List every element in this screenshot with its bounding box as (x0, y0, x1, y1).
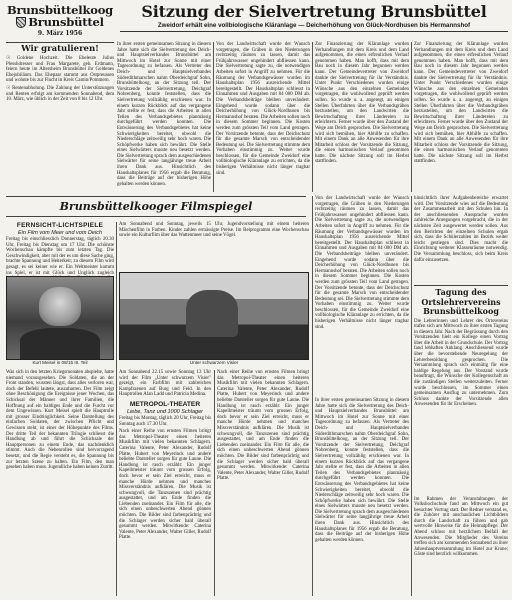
cinema-subcol-1 (119, 370, 211, 596)
main-subhead: Zweidorf erhält eine vollbiologische Kläranlage — Deicherhöhung von Glück-Nordhusen bis Hermannshof (120, 22, 508, 32)
cinema-title: Brunsbüttelkooger Filmspiegel (59, 200, 253, 213)
metropol-body-2: Nach einer Reihe von ernsten Filmen bringt das Metropol-Theater einen heiteren Musikfilm mit vielen bekannten Schlagern. Caterina Valente, Peter Alexander, Rudolf Platte, Hubert von Meyerinck und andere beliebte Darsteller sorgen für gute Laune. Die Handlung ist rasch erzählt: Ein junger Kapellmeister träumt vom grossen Erfolg, doch bevor er sein Ziel erreicht, muss er manche Hürde nehmen und manches Missverständnis aufklären. Die Musik ist schwungvoll, die Tanzszenen sind prächtig ausgestattet, und am Ende finden die Liebenden zueinander. Ein Film für alle, die sich einen unbeschwerten Abend gönnen möchten. Die Bilder sind farbenprächtig und die Schlager werden sicher bald überall gesummt werden. Mitwirkende: Caterina Valente, Peter Alexander, Walter Giller, Rudolf Platte. (217, 370, 310, 482)
film-scene-caption: Unter schwarzem Visier (189, 360, 239, 365)
cinema-review-text: Was sich in den letzten Kriegsmonaten abspielte, hatte niemand vorausgesehen. Die Soldaten, die an der Front standen, wussten längst, dass alles verloren war, doch der Befehl lautete, auszuharren. Der Film zeigt ohne Beschönigung die Ereignisse jener Wochen, das Schicksal der Männer und ihrer Familien, die Hoffnung auf ein baldiges Ende und die Furcht vor dem Ungewissen. Kurt Meisel spielt die Hauptrolle mit grosser Eindringlichkeit. Seine Darstellung des einfachen Soldaten, der zwischen Pflicht und Gewissen steht, ist einer der Höhepunkte des Films. Der dritte Teil der bekannten Trilogie schliesst die Handlung ab und führt die Schicksale der Hauptpersonen zu einem Ende, das nachdenklich stimmt. Auch die Nebenrollen sind hervorragend besetzt, und die Regie versteht es, die Spannung bis zur letzten Szene zu halten. Ein Film, den man gesehen haben muss. Jugendliche haben keinen Zutritt. (6, 370, 114, 471)
column-divider (214, 370, 215, 596)
scene-photo-block (119, 272, 309, 368)
cinema-lead (6, 222, 114, 274)
article-column-2 (216, 42, 310, 192)
metropol-title: METROPOL-THEATER (129, 400, 201, 408)
greetings-paragraph-2: ☉ Rentenabholung. Die Zahlung der Unterstützungen und Renten erfolgt am kommenden Sonnabend, dem 10. März, wie üblich in der Zeit von 8 bis 12 Uhr. (6, 85, 114, 103)
teachers-intro-text: hinsichtlich ihrer Aufgabenbereiche erwartet wird. Der Vorsitzende wies auf die Bedeutung der Zusammenarbeit mit den Schulen hin. In der anschliessenden Aussprache wurden zahlreiche Anregungen vorgebracht, die in der nächsten Zeit ausgewertet werden sollen. Aus den Berichten der einzelnen Schulen ergab sich, dass die Schülerzahlen im Bezirk weiter leicht gestiegen sind. Dies macht die Einrichtung weiterer Klassenräume notwendig. Die Versammlung beschloss, sich beim Kreis dafür einzusetzen. (414, 196, 508, 263)
metropol-body-1: Nach einer Reihe von ernsten Filmen bringt das Metropol-Theater einen heiteren Musikfilm mit vielen bekannten Schlagern. Caterina Valente, Peter Alexander, Rudolf Platte, Hubert von Meyerinck und andere beliebte Darsteller sorgen für gute Laune. Die Handlung ist rasch erzählt: Ein junger Kapellmeister träumt vom grossen Erfolg, doch bevor er sein Ziel erreicht, muss er manche Hürde nehmen und manches Missverständnis aufklären. Die Musik ist schwungvoll, die Tanzszenen sind prächtig ausgestattet, und am Ende finden die Liebenden zueinander. Ein Film für alle, die sich einen unbeschwerten Abend gönnen möchten. Die Bilder sind farbenprächtig und die Schlager werden sicher bald überall gesummt werden. Mitwirkende: Caterina Valente, Peter Alexander, Walter Giller, Rudolf Platte. (119, 429, 212, 541)
divider (6, 216, 306, 217)
film-scene-photo (119, 272, 309, 360)
teachers-body-cont: Im Rahmen der Veranstaltungen der Volkshochschule fand am Mittwoch ein gut besuchter Vortrag statt. Der Redner verstand es, die Zuhörer mit anschaulichen Lichtbildern durch die Landschaft zu führen und gab wertvolle Hinweise für die Heimatpflege. Der Abend schloss mit herzlichem Beifall der Anwesenden. Die Mitglieder des Vereins treffen sich am kommenden Sonnabend zu ihrer Jahreshauptversammlung im Hotel zur Krone; Gäste sind herzlich willkommen. (414, 496, 508, 558)
column-divider (312, 42, 313, 192)
actor-photo (6, 276, 114, 360)
metropol-dates: Freitag bis Montag, täglich 20 Uhr, Freitag bis Sonntag auch 17.30 Uhr. (119, 415, 211, 427)
article-column-1 (117, 42, 211, 192)
metropol-subtitle: Liebe, Tanz und 1000 Schlager (127, 408, 203, 415)
column-divider (213, 42, 214, 192)
greetings-paragraph-1: ☉ Goldene Hochzeit. Die Eheleute Julius Plesshdresser und Frau Margarete, geb. Erdmann, feiern heute im Altersheim Brunsbüttel ihr Goldenes Ehejubiläum. Das Ehepaar stammt aus Ostpreussen und wohnte bis zur Flucht in Kreis Camin/Pommern. (6, 56, 114, 84)
column-divider (116, 222, 117, 596)
cinema-section-title: FERNSICHT-LICHTSPIELE (16, 222, 104, 229)
greetings-title: Wir gratulieren! (21, 44, 99, 54)
article-continuation-1b-text: In ihrer ersten gemeinsamen Sitzung in diesem Jahre hatte sich die Sielvertretung des Deich- und Hauptsielverbandes Brunsbüttel am Mittwoch im Hotel zur Sonne mit einer Tagesordnung zu befassen. Als Vertreter des Deich- und Hauptsielverbandes Süderdithmarschen nahm Oberdeichgraf Sohn, Brunsbüttelkoog, an der Sitzung teil. Der Vorsitzende der Sielvertretung, Deichgraf Nohrenberg, konnte feststellen, dass die Sielvertretung vollzählig erschienen war. In einem kurzen Rückblick auf das vergangene Jahr stellte er fest, dass die Arbeiten in allen Teilen des Verbandsgebietes planmässig durchgeführt werden konnten. Die Entwässerung des Verbandsgebietes hat keine Schwierigkeiten bereitet, obwohl die Niederschläge zeitweilig sehr hoch waren. Die Schöpfwerke haben sich bewährt. Die Stelle eines Sielwärters musste neu besetzt werden. Die Sielvertretung sprach dem ausgeschiedenen Sielwärter für seine langjährige treue Arbeit ihren Dank aus. Hinsichtlich des Haushaltsplanes für 1956 ergab die Beratung, dass die Beiträge auf der bisherigen Höhe gehalten werden können. (315, 398, 409, 543)
article-continuation-1-text: Von der Landwirtschaft wurde der Wunsch vorgetragen, die Gräben in den Niederungen rechtzeitig räumen zu lassen, damit das Frühjahrswasser ungehindert abfliessen kann. Die Sielvertretung sagte zu, die notwendigen Arbeiten sofort in Angriff zu nehmen. Für die Räumung der Verbandsgewässer wurden im Haushaltsplan 1956 ausreichende Mittel bereitgestellt. Der Haushaltsplan schliesst in Einnahmen und Ausgaben mit 84 000 DM ab. Die Verbandsbeiträge bleiben unverändert. Eingehend wurde sodann über die Deicherhöhung von Glück-Nordhusen bis Hermannshof beraten. Die Arbeiten sollen noch in diesem Sommer beginnen. Die Kosten werden zum grössten Teil vom Land getragen. Der Vorsitzende betonte, dass der Deichschutz für die gesamte Marsch von entscheidender Bedeutung sei. Die Sielvertretung stimmte dem Vorhaben einstimmig zu. Weiter wurde beschlossen, für die Gemeinde Zweidorf eine vollbiologische Kläranlage zu errichten, da die bisherigen Verhältnisse nicht länger tragbar sind. (315, 196, 409, 330)
article-column-2-text: Von der Landwirtschaft wurde der Wunsch vorgetragen, die Gräben in den Niederungen rechtzeitig räumen zu lassen, damit das Frühjahrswasser ungehindert abfliessen kann. Die Sielvertretung sagte zu, die notwendigen Arbeiten sofort in Angriff zu nehmen. Für die Räumung der Verbandsgewässer wurden im Haushaltsplan 1956 ausreichende Mittel bereitgestellt. Der Haushaltsplan schliesst in Einnahmen und Ausgaben mit 84 000 DM ab. Die Verbandsbeiträge bleiben unverändert. Eingehend wurde sodann über die Deicherhöhung von Glück-Nordhusen bis Hermannshof beraten. Die Arbeiten sollen noch in diesem Sommer beginnen. Die Kosten werden zum grössten Teil vom Land getragen. Der Vorsitzende betonte, dass der Deichschutz für die gesamte Marsch von entscheidender Bedeutung sei. Die Sielvertretung stimmte dem Vorhaben einstimmig zu. Weiter wurde beschlossen, für die Gemeinde Zweidorf eine vollbiologische Kläranlage zu errichten, da die bisherigen Verhältnisse nicht länger tragbar sind. (216, 42, 310, 176)
greetings-column (6, 42, 114, 190)
issue-date: 9. März 1956 (37, 30, 83, 37)
masthead (6, 4, 114, 37)
cinema-header (6, 196, 306, 220)
cinema-review-column (6, 370, 114, 596)
masthead-title-line2: Brunsbüttel (28, 15, 104, 29)
masthead-title-line1: Brunsbüttelkoog (6, 3, 114, 17)
cinema-subcol-1-text: Am Sonnabend 22.15 sowie Sonntag 13 Uhr wird der Film „Unter schwarzem Visier" gezeigt, ein Farbfilm mit zahlreichen Kampfszenen auf Burg und Feld. In den Hauptrollen Alan Ladd und Patricia Medina. (119, 370, 211, 398)
coat-of-arms-icon (16, 17, 26, 28)
divider (6, 196, 306, 197)
column-divider (411, 42, 412, 192)
article-column-3-text: Zur Finanzierung der Kläranlage wurden Verhandlungen mit dem Kreis und dem Land aufgenommen, die einen erfreulichen Verlauf genommen haben. Man hofft, dass mit dem Bau noch in diesem Jahr begonnen werden kann. Der Gemeindevertreter von Zweidorf dankte der Sielvertretung für ihr Verständnis. Unter Punkt Verschiedenes wurden einige Wünsche aus den einzelnen Gemeinden vorgetragen, die wohlwollend geprüft werden sollen. So wurde u. a. angeregt, an einigen Stellen Überfahrten über die Verbandsgräben herzustellen, um den Landwirten die Bewirtschaftung ihrer Ländereien zu erleichtern. Ferner wurde über den Zustand der Wege am Deich gesprochen. Die Sielvertretung wird sich bemühen, hier Abhilfe zu schaffen. Mit einem Dank an alle Anwesenden für ihre Mitarbeit schloss der Vorsitzende die Sitzung, die einen harmonischen Verlauf genommen hatte. Die nächste Sitzung soll im Herbst stattfinden. (315, 42, 409, 165)
teachers-title: Tagung des Ortslehrervereins Brunsbüttelkoog (421, 287, 501, 316)
actor-photo-caption: Kurt Meisel in 08/15 III. Teil (32, 360, 88, 365)
teachers-body: Die Lehrerinnen und Lehrer des Ortsvereins trafen sich am Mittwoch zu ihrer ersten Tagung in diesem Jahr. Nach der Begrüssung durch den Vorsitzenden hielt ein Kollege einen Vortrag über die Arbeit in der Grundschule. Der Vortrag fand lebhaften Anklang. Anschliessend wurde über die bevorstehende Neuregelung der Lehrerbesoldung gesprochen. Die Versammlung sprach sich einmütig für eine baldige Regelung aus. Der Vorstand wurde beauftragt, die Wünsche der Kollegenschaft an die zuständigen Stellen weiterzuleiten. Ferner wurde beschlossen, im Sommer einen gemeinsamen Ausflug zu unternehmen. Zum Schluss dankte der Vorsitzende allen Anwesenden für ihr Erscheinen. (414, 318, 508, 408)
article-column-4-text: Zur Finanzierung der Kläranlage wurden Verhandlungen mit dem Kreis und dem Land aufgenommen, die einen erfreulichen Verlauf genommen haben. Man hofft, dass mit dem Bau noch in diesem Jahr begonnen werden kann. Der Gemeindevertreter von Zweidorf dankte der Sielvertretung für ihr Verständnis. Unter Punkt Verschiedenes wurden einige Wünsche aus den einzelnen Gemeinden vorgetragen, die wohlwollend geprüft werden sollen. So wurde u. a. angeregt, an einigen Stellen Überfahrten über die Verbandsgräben herzustellen, um den Landwirten die Bewirtschaftung ihrer Ländereien zu erleichtern. Ferner wurde über den Zustand der Wege am Deich gesprochen. Die Sielvertretung wird sich bemühen, hier Abhilfe zu schaffen. Mit einem Dank an alle Anwesenden für ihre Mitarbeit schloss der Vorsitzende die Sitzung, die einen harmonischen Verlauf genommen hatte. Die nächste Sitzung soll im Herbst stattfinden. (414, 42, 508, 165)
teachers-column (414, 196, 508, 596)
cinema-mid-text-body: Am Sonnabend und Sonntag, jeweils 15 Uhr, Jugendvorstellung mit einem heiteren Märchenfilm in Farben. Kinder zahlen ermässigte Preise. Im Beiprogramm eine Wochenschau sowie ein Kulturfilm über das Wattenmeer und seine Vögel. (119, 222, 309, 239)
cinema-section-body: Freitag bis einschliesslich Donnerstag, täglich 20.30 Uhr, Freitag bis Dienstag um 17 Uhr. Die schönste Wochenschau kämpfte bis zum letzten Tag. Die Geschwindigkeit, aber mit der es um diese Sache ging, brachte Spannung und Heiterkeit; zu diesem Film wird gesagt, es sei keiner wie er. Ein Weltmeister kommt ins Spiel, er ist mit Glück und Unglück zugleich (6, 237, 114, 276)
article-continuation-1 (315, 196, 409, 596)
column-divider (312, 196, 313, 596)
article-column-1-text: In ihrer ersten gemeinsamen Sitzung in diesem Jahre hatte sich die Sielvertretung des Deich- und Hauptsielverbandes Brunsbüttel am Mittwoch im Hotel zur Sonne mit einer Tagesordnung zu befassen. Als Vertreter des Deich- und Hauptsielverbandes Süderdithmarschen nahm Oberdeichgraf Sohn, Brunsbüttelkoog, an der Sitzung teil. Der Vorsitzende der Sielvertretung, Deichgraf Nohrenberg, konnte feststellen, dass die Sielvertretung vollzählig erschienen war. In einem kurzen Rückblick auf das vergangene Jahr stellte er fest, dass die Arbeiten in allen Teilen des Verbandsgebietes planmässig durchgeführt werden konnten. Die Entwässerung des Verbandsgebietes hat keine Schwierigkeiten bereitet, obwohl die Niederschläge zeitweilig sehr hoch waren. Die Schöpfwerke haben sich bewährt. Die Stelle eines Sielwärters musste neu besetzt werden. Die Sielvertretung sprach dem ausgeschiedenen Sielwärter für seine langjährige treue Arbeit ihren Dank aus. Hinsichtlich des Haushaltsplanes für 1956 ergab die Beratung, dass die Beiträge auf der bisherigen Höhe gehalten werden können. (117, 42, 211, 187)
cinema-subcol-2 (217, 370, 309, 596)
column-divider (411, 196, 412, 596)
article-column-4 (414, 42, 508, 192)
divider (6, 42, 114, 43)
cinema-mid-text (119, 222, 309, 270)
cinema-section-subtitle: Ein Film vom Meer und vom Deich (17, 230, 103, 236)
main-headline: Sitzung der Sielvertretung Brunsbüttel (141, 2, 487, 21)
article-column-3 (315, 42, 409, 192)
photo-block (6, 276, 114, 368)
divider (414, 285, 508, 286)
